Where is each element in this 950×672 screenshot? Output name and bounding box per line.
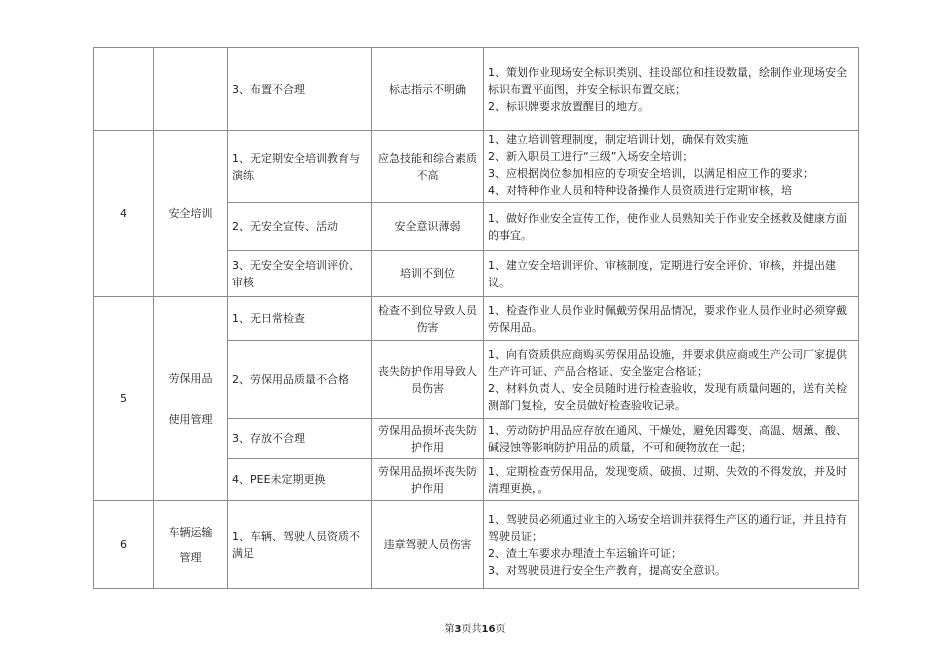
hazard-cell: 3、布置不合理 (228, 48, 372, 131)
hazard-cell: 2、劳保用品质量不合格 (228, 341, 372, 419)
measure-line: 1、劳动防护用品应存放在通风、干燥处，避免因霉变、高温、烟薰、酸、碱浸蚀等影响防护用品的质量，不可和硬物放在一起； (488, 423, 847, 454)
consequence-cell: 标志指示不明确 (372, 48, 484, 131)
measure-line: 2、标识牌要求放置醒目的地方。 (488, 99, 649, 113)
consequence-cell: 违章驾驶人员伤害 (372, 501, 484, 589)
item-label-line: 管理 (179, 550, 202, 564)
measure-line: 4、对特种作业人员和特种设备操作人员资质进行定期审核，培 (488, 184, 792, 197)
measure-line: 1、策划作业现场安全标识类别、挂设部位和挂设数量，绘制作业现场安全标识布置平面图，并安全标识布置交底； (488, 65, 847, 96)
current-page-number: 3 (454, 624, 462, 635)
item-cell: 安全培训 (154, 131, 228, 297)
measure-line: 1、建立培训管理制度，制定培训计划，确保有效实施 (488, 133, 748, 146)
consequence-cell: 劳保用品损坏丧失防护作用 (372, 419, 484, 459)
item-label-line: 使用管理 (168, 412, 213, 426)
measures-cell (484, 459, 859, 501)
table-row (94, 131, 859, 203)
page-footer (0, 620, 950, 635)
consequence-cell: 检查不到位导致人员伤害 (372, 297, 484, 341)
hazard-cell: 3、存放不合理 (228, 419, 372, 459)
hazard-cell: 1、车辆、驾驶人员资质不满足 (228, 501, 372, 589)
consequence-cell: 应急技能和综合素质不高 (372, 131, 484, 203)
measure-line: 1、做好作业安全宣传工作，使作业人员熟知关于作业安全拯救及健康方面的事宜。 (488, 211, 847, 242)
footer-middle: 页共 (461, 624, 482, 635)
item-cell (154, 297, 228, 501)
consequence-cell: 丧失防护作用导致人员伤害 (372, 341, 484, 419)
measures-cell (484, 48, 859, 131)
measure-line: 2、新入职员工进行“三级”入场安全培训； (488, 150, 694, 163)
hazard-cell: 1、无日常检查 (228, 297, 372, 341)
measure-line: 1、检查作业人员作业时佩戴劳保用品情况，要求作业人员作业时必须穿戴劳保用品。 (488, 303, 847, 334)
measures-cell (484, 251, 859, 297)
measures-cell (484, 131, 859, 203)
measures-cell (484, 203, 859, 251)
hazard-cell: 1、无定期安全培训教育与演练 (228, 131, 372, 203)
measures-cell (484, 501, 859, 589)
row-number-cell: 5 (94, 297, 154, 501)
measures-cell (484, 341, 859, 419)
table-row (94, 501, 859, 589)
measure-line: 1、向有资质供应商购买劳保用品设施，并要求供应商或生产公司厂家提供生产许可证、产品合格证、安全鉴定合格证； (488, 347, 847, 378)
measures-cell (484, 419, 859, 459)
row-number-cell (94, 48, 154, 131)
hazard-cell: 3、无安全安全培训评价、审核 (228, 251, 372, 297)
measure-line: 3、应根据岗位参加相应的专项安全培训，以满足相应工作的要求； (488, 167, 814, 180)
consequence-cell: 培训不到位 (372, 251, 484, 297)
consequence-cell: 安全意识薄弱 (372, 203, 484, 251)
footer-suffix: 页 (495, 624, 506, 635)
item-label-line: 车辆运输 (168, 525, 213, 539)
measures-cell (484, 297, 859, 341)
item-label-line: 劳保用品 (168, 371, 213, 385)
consequence-cell: 劳保用品损坏丧失防护作用 (372, 459, 484, 501)
row-number-cell: 6 (94, 501, 154, 589)
measure-line: 2、渣土车要求办理渣土车运输许可证； (488, 546, 682, 560)
hazard-cell: 4、PEE未定期更换 (228, 459, 372, 501)
measure-line: 1、建立安全培训评价、审核制度，定期进行安全评价、审核，并提出建议。 (488, 258, 836, 289)
risk-measures-table (93, 47, 859, 589)
table-row (94, 48, 859, 131)
measure-line: 3、对驾驶员进行安全生产教育，提高安全意识。 (488, 563, 726, 577)
item-cell (154, 48, 228, 131)
total-page-number: 16 (481, 624, 496, 635)
item-cell (154, 501, 228, 589)
table-row (94, 297, 859, 341)
measure-line: 1、定期检查劳保用品，发现变质、破损、过期、失效的不得发放，并及时清理更换，。 (488, 464, 847, 495)
measure-line: 2、材料负责人、安全员随时进行检查验收，发现有质量问题的，送有关检测部门复检，安全员做好检查验收记录。 (488, 381, 847, 412)
row-number-cell: 4 (94, 131, 154, 297)
hazard-cell: 2、无安全宣传、活动 (228, 203, 372, 251)
footer-prefix: 第 (444, 624, 455, 635)
measure-line: 1、驾驶员必须通过业主的入场安全培训并获得生产区的通行证，并且持有驾驶员证； (488, 512, 847, 543)
